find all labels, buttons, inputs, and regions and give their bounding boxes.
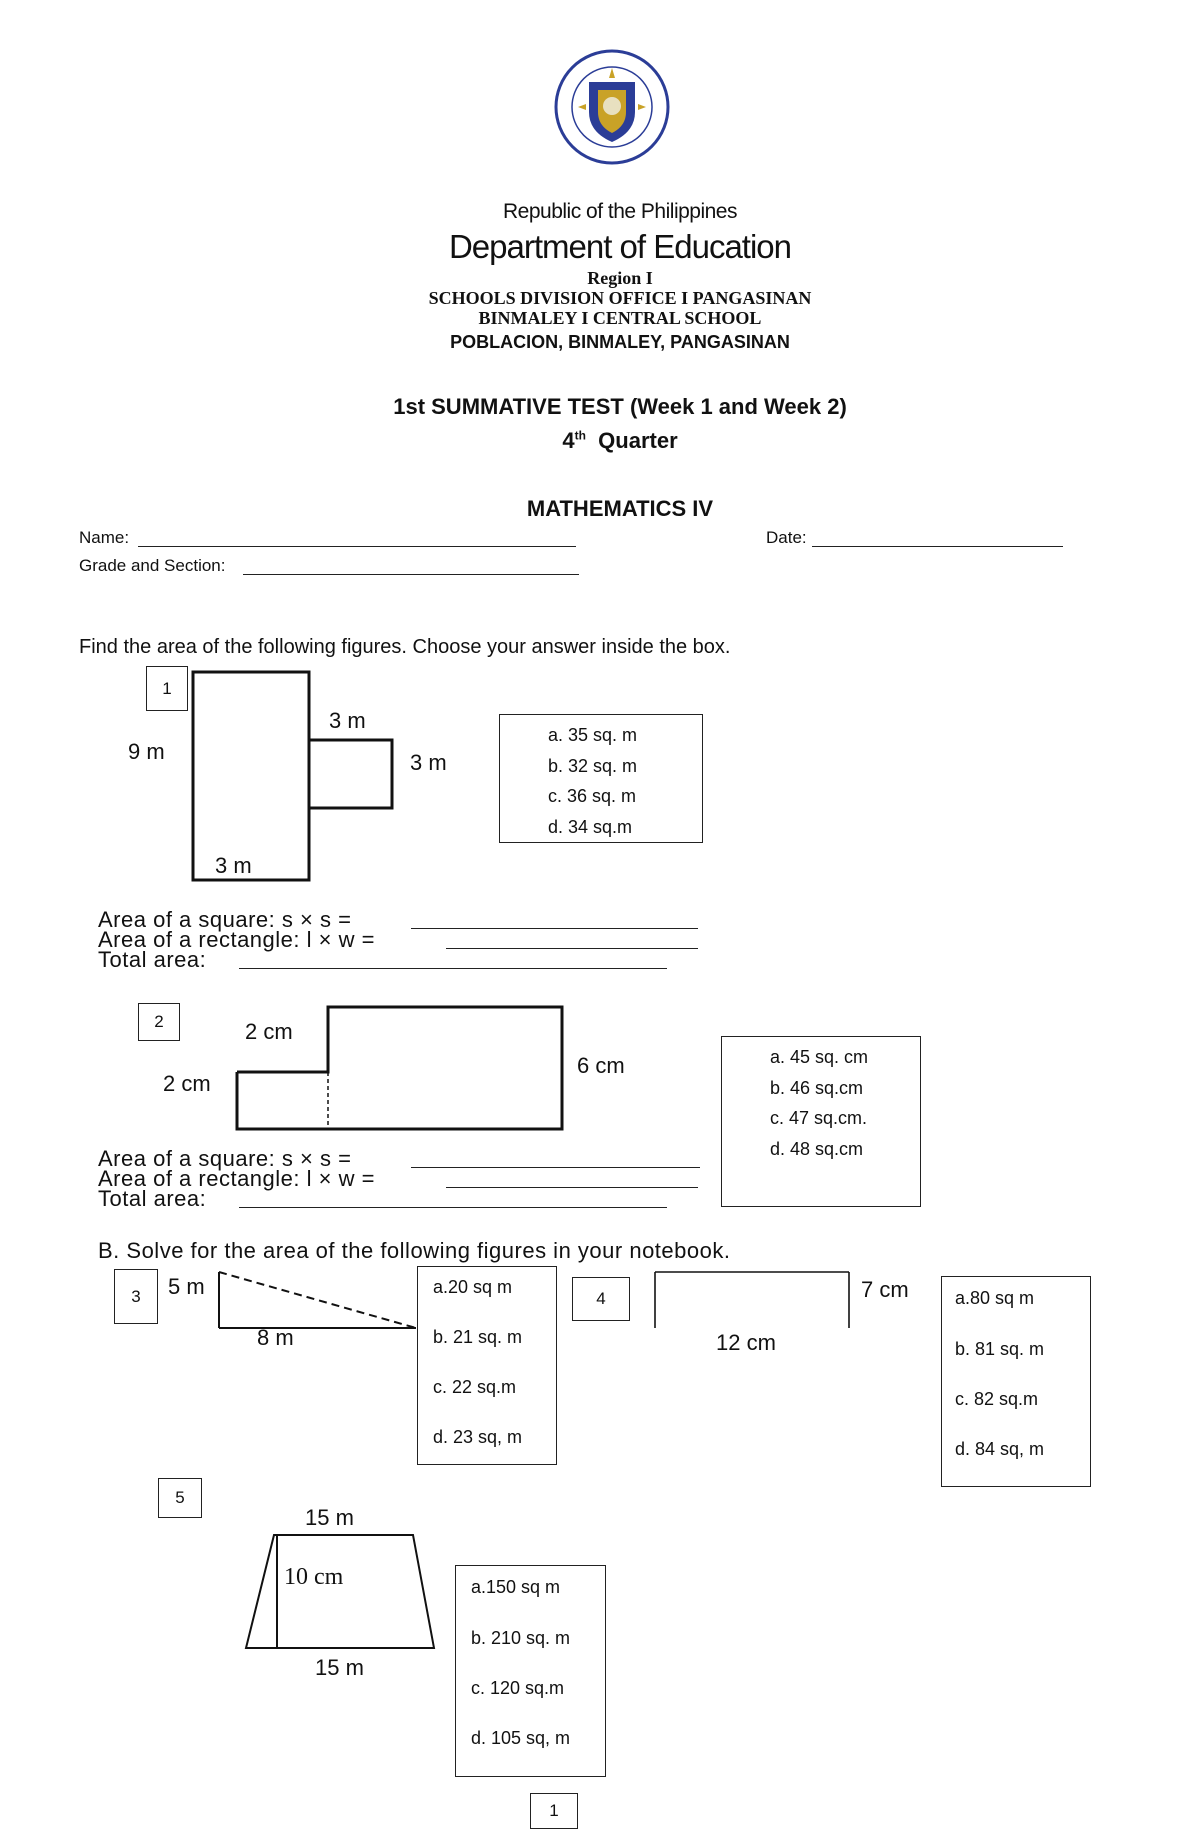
- q2-choice-d[interactable]: d. 48 sq.cm: [770, 1139, 864, 1159]
- q2-total-formula: Total area:: [98, 1186, 207, 1211]
- q4-choice-c[interactable]: c. 82 sq.m: [955, 1389, 1039, 1409]
- q2-choice-a[interactable]: a. 45 sq. cm: [770, 1047, 869, 1067]
- quarter-suffix: th: [574, 428, 586, 443]
- q5-choice-b[interactable]: b. 210 sq. m: [471, 1628, 571, 1648]
- q3-choice-c[interactable]: c. 22 sq.m: [433, 1377, 517, 1397]
- q5-bottom-label: 15 m: [315, 1655, 364, 1680]
- q2-number: 2: [138, 1003, 180, 1041]
- q2-left-label: 2 cm: [163, 1071, 211, 1096]
- q1-square-formula: Area of a square: s × s =: [98, 907, 352, 932]
- q1-total-answer[interactable]: [239, 968, 667, 969]
- part-b-instruction: B. Solve for the area of the following figures in your notebook.: [98, 1238, 731, 1263]
- q3-choice-d[interactable]: d. 23 sq, m: [433, 1427, 523, 1447]
- q2-square-answer[interactable]: [411, 1167, 700, 1168]
- q2-choice-b[interactable]: b. 46 sq.cm: [770, 1078, 864, 1098]
- department-title: Department of Education: [448, 228, 792, 265]
- q1-choice-b[interactable]: b. 32 sq. m: [548, 756, 638, 776]
- q4-base-label: 12 cm: [716, 1330, 776, 1355]
- region-line: Region I: [587, 268, 653, 288]
- q1-bottom-label: 3 m: [215, 853, 252, 878]
- test-title: 1st SUMMATIVE TEST (Week 1 and Week 2): [393, 394, 847, 419]
- grade-section-label: Grade and Section:: [79, 556, 226, 575]
- name-label: Name:: [79, 528, 130, 547]
- subject-title: MATHEMATICS IV: [526, 496, 714, 521]
- q3-number: 3: [114, 1269, 158, 1324]
- q1-square-answer[interactable]: [411, 928, 698, 929]
- division-line: SCHOOLS DIVISION OFFICE I PANGASINAN: [428, 288, 812, 308]
- q1-choice-a[interactable]: a. 35 sq. m: [548, 725, 638, 745]
- page-number: 1: [530, 1793, 578, 1829]
- q1-height-label: 9 m: [128, 739, 165, 764]
- part-a-instruction: Find the area of the following figures. Choose your answer inside the box.: [79, 636, 731, 658]
- q2-total-answer[interactable]: [239, 1207, 667, 1208]
- q4-choice-a[interactable]: a.80 sq m: [955, 1288, 1035, 1308]
- q5-figure: [246, 1535, 434, 1648]
- q1-choice-d[interactable]: d. 34 sq.m: [548, 817, 633, 837]
- q5-number: 5: [158, 1478, 202, 1518]
- q2-choice-c[interactable]: c. 47 sq.cm.: [770, 1108, 868, 1128]
- q5-top-label: 15 m: [305, 1505, 354, 1530]
- date-label: Date:: [766, 528, 807, 547]
- q3-base-label: 8 m: [257, 1325, 294, 1350]
- q1-number: 1: [146, 666, 188, 711]
- q2-rectangle-formula: Area of a rectangle: l × w =: [98, 1166, 375, 1191]
- q2-rectangle-answer[interactable]: [446, 1187, 698, 1188]
- q3-height-label: 5 m: [168, 1274, 205, 1299]
- quarter-word: Quarter: [598, 428, 678, 453]
- q3-choice-b[interactable]: b. 21 sq. m: [433, 1327, 523, 1347]
- q4-number: 4: [572, 1277, 630, 1321]
- q2-top-label: 2 cm: [245, 1019, 293, 1044]
- q1-side-label: 3 m: [410, 750, 447, 775]
- q1-choice-c[interactable]: c. 36 sq. m: [548, 786, 637, 806]
- q3-figure: [219, 1272, 416, 1328]
- q4-side-label: 7 cm: [861, 1277, 909, 1302]
- q4-choice-d[interactable]: d. 84 sq, m: [955, 1439, 1045, 1459]
- q1-top-label: 3 m: [329, 708, 366, 733]
- q4-figure: [655, 1272, 849, 1328]
- q5-choice-c[interactable]: c. 120 sq.m: [471, 1678, 565, 1698]
- q2-square-formula: Area of a square: s × s =: [98, 1146, 352, 1171]
- school-line: BINMALEY I CENTRAL SCHOOL: [478, 308, 762, 328]
- republic-line: Republic of the Philippines: [503, 200, 737, 223]
- q5-choice-d[interactable]: d. 105 sq, m: [471, 1728, 571, 1748]
- q4-choice-b[interactable]: b. 81 sq. m: [955, 1339, 1045, 1359]
- q1-rectangle-answer[interactable]: [446, 948, 698, 949]
- address-line: POBLACION, BINMALEY, PANGASINAN: [450, 332, 790, 352]
- q2-right-label: 6 cm: [577, 1053, 625, 1078]
- q3-choice-a[interactable]: a.20 sq m: [433, 1277, 513, 1297]
- q1-figure: [193, 672, 392, 880]
- q5-height-label: 10 cm: [284, 1564, 344, 1590]
- q1-total-formula: Total area:: [98, 947, 207, 972]
- q1-rectangle-formula: Area of a rectangle: l × w =: [98, 927, 375, 952]
- quarter-number: 4: [562, 428, 575, 453]
- q5-choice-a[interactable]: a.150 sq m: [471, 1577, 561, 1597]
